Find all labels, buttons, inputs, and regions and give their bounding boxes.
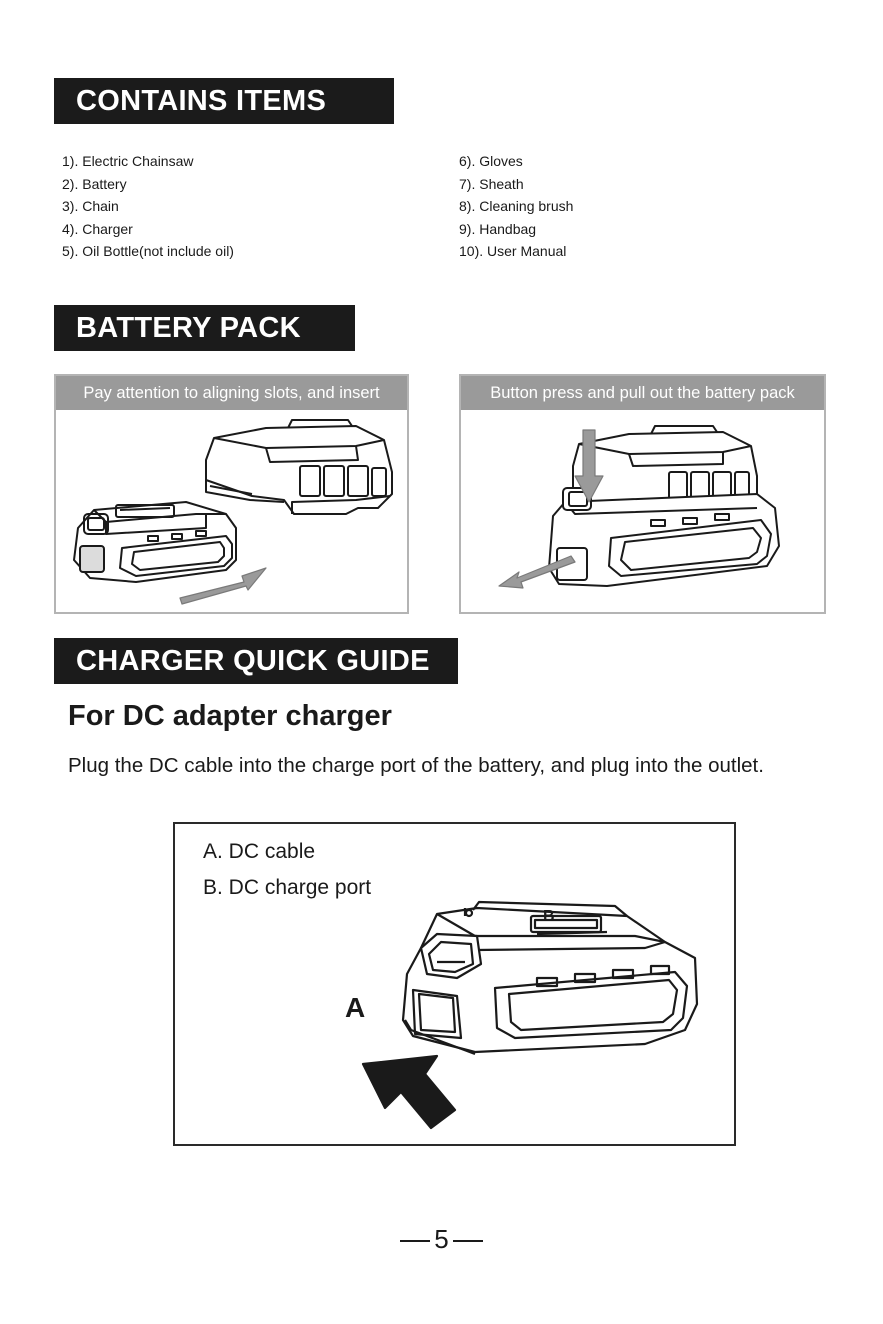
marker-b: B bbox=[543, 908, 555, 925]
page-number bbox=[0, 1224, 883, 1255]
contains-items-heading: CONTAINS ITEMS bbox=[54, 78, 394, 124]
remove-battery-panel bbox=[459, 374, 826, 614]
insert-battery-panel bbox=[54, 374, 409, 614]
remove-battery-illustration bbox=[461, 410, 824, 612]
page-number-text: 5 bbox=[434, 1224, 449, 1254]
dc-cable-label: A. DC cable bbox=[203, 840, 316, 863]
list-item: 5). Oil Bottle(not include oil) bbox=[62, 243, 234, 260]
dc-charge-port-label: B. DC charge port bbox=[203, 876, 372, 899]
list-item: 4). Charger bbox=[62, 220, 133, 237]
list-item: 3). Chain bbox=[62, 198, 119, 215]
battery-pack-heading: BATTERY PACK bbox=[54, 305, 355, 351]
charger-quick-guide-heading: CHARGER QUICK GUIDE bbox=[54, 638, 458, 684]
remove-battery-caption: Button press and pull out the battery pack bbox=[461, 376, 824, 410]
marker-a: A bbox=[345, 992, 366, 1023]
contains-list-right bbox=[459, 150, 573, 263]
contains-list-left bbox=[62, 150, 234, 263]
insert-battery-illustration bbox=[56, 410, 407, 612]
dc-adapter-subheading: For DC adapter charger bbox=[68, 700, 392, 732]
list-item: 1). Electric Chainsaw bbox=[62, 153, 194, 169]
list-item: 9). Handbag bbox=[459, 220, 537, 237]
list-item: 10). User Manual bbox=[459, 243, 567, 260]
battery-charge-illustration bbox=[175, 824, 734, 1144]
list-item: 7). Sheath bbox=[459, 175, 524, 192]
list-item: 8). Cleaning brush bbox=[459, 198, 574, 215]
charger-instruction: Plug the DC cable into the charge port of the battery, and plug into the outlet. bbox=[68, 754, 764, 777]
dc-charge-figure bbox=[173, 822, 736, 1146]
page-number-dash-left bbox=[400, 1240, 430, 1242]
list-item: 6). Gloves bbox=[459, 153, 523, 169]
page-number-dash-right bbox=[453, 1240, 483, 1242]
insert-battery-caption: Pay attention to aligning slots, and insert bbox=[56, 376, 407, 410]
list-item: 2). Battery bbox=[62, 175, 127, 192]
